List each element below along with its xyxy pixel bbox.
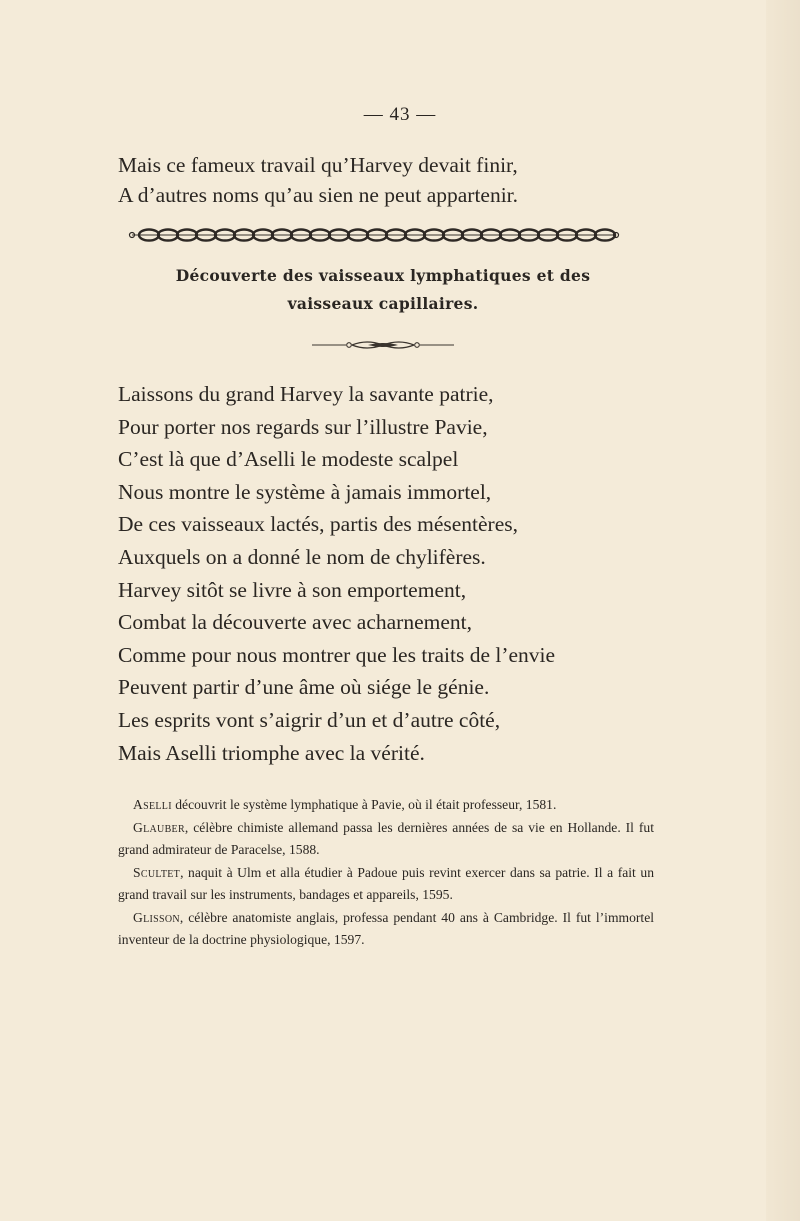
footnote (118, 862, 654, 907)
verse-line: Mais ce fameux travail qu’Harvey devait finir, (118, 153, 518, 177)
verse-line: De ces vaisseaux lactés, partis des mésentères, (118, 512, 518, 537)
footnote (118, 817, 654, 862)
verse-line: Comme pour nous montrer que les traits de l’envie (118, 642, 556, 667)
footnote-text: , naquit à Ulm et alla étudier à Padoue puis revint exercer dans sa patrie. Il a fait un grand travail sur les instruments, bandages et appareils, 1595. (118, 864, 654, 902)
verse-line: Combat la découverte avec acharnement, (118, 610, 472, 635)
verse-line: Les esprits vont s’aigrir d’un et d’autre côté, (118, 707, 501, 732)
verse-main (118, 378, 555, 769)
verse-line: A d’autres noms qu’au sien ne peut appartenir. (118, 183, 519, 207)
footnote-text: , célèbre anatomiste anglais, professa pendant 40 ans à Cambridge. Il fut l’immortel inventeur de la doctrine physiologique, 1597. (118, 909, 654, 947)
section-heading (118, 262, 648, 318)
footnote-text: , célèbre chimiste allemand passa les dernières années de sa vie en Hollande. Il fut grand admirateur de Paracelse, 1588. (118, 819, 654, 857)
verse-intro (118, 150, 518, 210)
verse-line: Peuvent partir d’une âme où siége le génie. (118, 675, 490, 700)
footnote-text: découvrit le système lymphatique à Pavie, où il était professeur, 1581. (171, 797, 557, 812)
verse-line: Auxquels on a donné le nom de chylifères. (118, 544, 486, 569)
ornamental-rule-icon (128, 224, 620, 246)
footnote-name: Scultet (133, 864, 181, 880)
heading-line: Découverte des vaisseaux lymphatiques et des (175, 266, 591, 285)
footnote (118, 794, 654, 817)
heading-line: vaisseaux capillaires. (287, 294, 479, 313)
page-number: — 43 — (363, 104, 437, 125)
verse-line: Harvey sitôt se livre à son emportement, (118, 577, 467, 602)
verse-line: Mais Aselli triomphe avec la vérité. (118, 740, 425, 765)
footnote (118, 907, 654, 952)
footnote-name: Glisson (133, 909, 180, 925)
verse-line: Laissons du grand Harvey la savante patrie, (118, 382, 494, 406)
footnotes (118, 794, 654, 952)
footnote-name: Aselli (133, 797, 172, 812)
footnote-name: Glauber (133, 819, 185, 835)
verse-line: C’est là que d’Aselli le modeste scalpel (118, 447, 459, 472)
verse-line: Pour porter nos regards sur l’illustre Pavie, (118, 414, 488, 439)
verse-line: Nous montre le système à jamais immortel, (118, 479, 492, 504)
flourish-divider-icon (312, 338, 454, 352)
page-edge (766, 0, 800, 1221)
